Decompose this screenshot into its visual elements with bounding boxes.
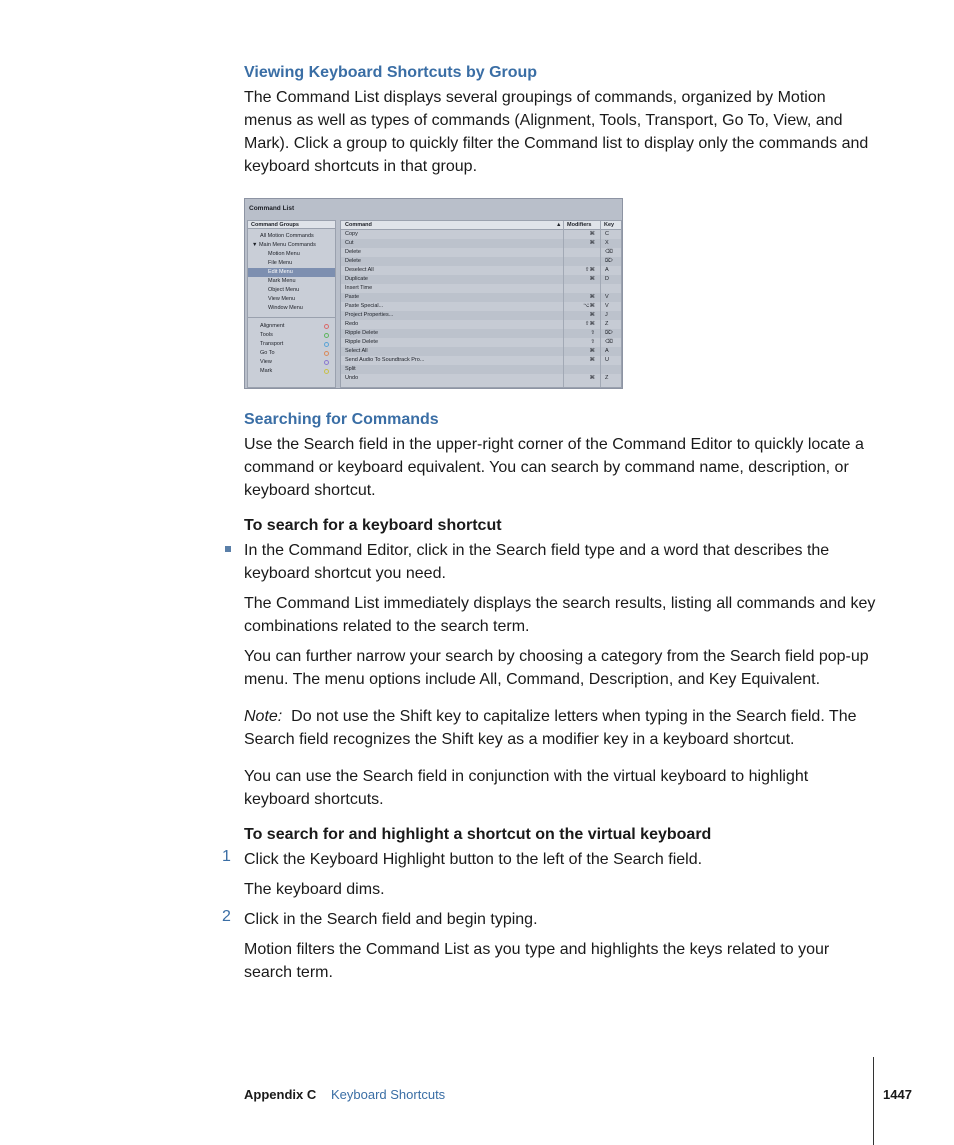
command-row[interactable] (341, 257, 621, 266)
step-number-2: 2 (222, 908, 231, 925)
commands-header (341, 221, 621, 230)
paragraph-search-results: The Command List immediately displays the search results, listing all commands and key combinations related to the search term. (244, 595, 876, 635)
command-name: Undo (345, 375, 359, 381)
command-key: U (605, 357, 609, 363)
column-header-modifiers[interactable]: Modifiers (567, 222, 592, 228)
column-divider (563, 221, 564, 387)
type-group-item[interactable]: Tools (260, 332, 273, 338)
command-row[interactable] (341, 365, 621, 374)
footer-chapter-link[interactable]: Keyboard Shortcuts (331, 1087, 446, 1102)
command-name: Select All (345, 348, 368, 354)
command-modifiers: ⌘ (589, 348, 595, 354)
command-key: Z (605, 375, 609, 381)
type-group-item[interactable]: Alignment (260, 323, 285, 329)
step-2-text: Click in the Search field and begin typing. (244, 911, 538, 928)
command-name: Insert Time (345, 285, 373, 291)
command-group-item[interactable]: Window Menu (268, 305, 303, 311)
command-group-item[interactable]: File Menu (268, 260, 293, 266)
command-modifiers: ⌘ (589, 240, 595, 246)
command-name: Deselect All (345, 267, 374, 273)
command-key: A (605, 348, 609, 354)
paragraph-command-list-groupings: The Command List displays several groupings of commands, organized by Motion menus as well as types of commands (Alignment, Tools, Transport, Go To, View, and Mark). Click a group to quickly filter the Command list to display only the commands and keyboard shortcuts in that group. (244, 89, 869, 175)
command-row[interactable] (341, 338, 621, 347)
command-key: V (605, 294, 609, 300)
command-group-item[interactable]: All Motion Commands (260, 233, 314, 239)
type-group-item[interactable]: Go To (260, 350, 275, 356)
group-color-dot-icon (324, 351, 329, 356)
command-name: Copy (345, 231, 358, 237)
command-key: D (605, 276, 609, 282)
task-title-highlight-shortcut: To search for and highlight a shortcut on the virtual keyboard (244, 826, 712, 843)
bullet-square-icon (225, 546, 231, 552)
command-name: Delete (345, 249, 361, 255)
section-heading-searching: Searching for Commands (244, 411, 439, 428)
command-row[interactable] (341, 284, 621, 293)
command-row[interactable] (341, 230, 621, 239)
groups-separator (248, 317, 335, 318)
command-key: J (605, 312, 608, 318)
command-row[interactable] (341, 275, 621, 284)
step-1-result: The keyboard dims. (244, 881, 385, 898)
footer-divider (873, 1057, 874, 1145)
command-list-screenshot (244, 198, 623, 389)
command-group-item[interactable]: Motion Menu (268, 251, 300, 257)
command-name: Ripple Delete (345, 339, 379, 345)
group-color-dot-icon (324, 369, 329, 374)
command-groups-pane (247, 220, 336, 388)
step-1-text: Click the Keyboard Highlight button to the left of the Search field. (244, 851, 703, 868)
command-name: Split (345, 366, 356, 372)
type-group-item[interactable]: Transport (260, 341, 284, 347)
command-row[interactable] (341, 248, 621, 257)
command-modifiers: ⇧⌘ (584, 267, 595, 273)
command-row[interactable] (341, 293, 621, 302)
command-name: Cut (345, 240, 354, 246)
command-group-item[interactable]: View Menu (268, 296, 296, 302)
command-modifiers: ⌘ (589, 231, 595, 237)
command-modifiers: ⇧⌘ (584, 321, 595, 327)
command-row[interactable] (341, 347, 621, 356)
page-number: 1447 (883, 1087, 912, 1102)
command-key: ⌦ (605, 330, 613, 336)
command-name: Redo (345, 321, 359, 327)
task-title-search-shortcut: To search for a keyboard shortcut (244, 517, 502, 534)
command-key: Z (605, 321, 609, 327)
command-row[interactable] (341, 311, 621, 320)
commands-pane (340, 220, 622, 388)
command-key: C (605, 231, 609, 237)
footer-appendix: Appendix C (244, 1087, 317, 1102)
command-key: X (605, 240, 609, 246)
sort-indicator-icon: ▲ (556, 222, 562, 228)
command-name: Delete (345, 258, 361, 264)
command-key: V (605, 303, 609, 309)
paragraph-virtual-keyboard: You can use the Search field in conjunction with the virtual keyboard to highlight keyboard shortcuts. (244, 768, 809, 808)
command-row[interactable] (341, 320, 621, 329)
command-modifiers: ⇧ (590, 339, 595, 345)
command-name: Project Properties... (345, 312, 394, 318)
command-modifiers: ⌘ (589, 357, 595, 363)
command-modifiers: ⌘ (589, 276, 595, 282)
command-modifiers: ⇧ (590, 330, 595, 336)
command-row[interactable] (341, 266, 621, 275)
command-name: Paste (345, 294, 360, 300)
note-paragraph (244, 705, 876, 751)
command-group-item[interactable]: Mark Menu (268, 278, 296, 284)
step-2-result: Motion filters the Command List as you type and highlights the keys related to your search term. (244, 941, 830, 981)
paragraph-narrow-search: You can further narrow your search by choosing a category from the Search field pop-up menu. The menu options include All, Command, Description, and Key Equivalent. (244, 648, 869, 688)
command-modifiers: ⌘ (589, 294, 595, 300)
command-name: Duplicate (345, 276, 368, 282)
paragraph-search-field: Use the Search field in the upper-right corner of the Command Editor to quickly locate a command or keyboard equivalent. You can search by command name, description, or keyboard shortcut. (244, 436, 864, 499)
command-modifiers: ⌥⌘ (583, 303, 595, 309)
command-modifiers: ⌘ (589, 312, 595, 318)
command-key: ⌫ (605, 249, 613, 255)
column-divider (600, 221, 601, 387)
command-row[interactable] (341, 374, 621, 383)
note-text: Do not use the Shift key to capitalize letters when typing in the Search field. The Search field recognizes the Shift key as a modifier key in a keyboard shortcut. (244, 708, 857, 748)
command-row[interactable] (341, 356, 621, 365)
command-modifiers: ⌘ (589, 375, 595, 381)
group-color-dot-icon (324, 360, 329, 365)
command-group-item[interactable]: Edit Menu (248, 268, 335, 277)
group-color-dot-icon (324, 324, 329, 329)
command-key: ⌫ (605, 339, 613, 345)
command-name: Ripple Delete (345, 330, 379, 336)
group-color-dot-icon (324, 342, 329, 347)
type-group-item[interactable]: Mark (260, 368, 273, 374)
command-row[interactable] (341, 239, 621, 248)
command-key: ⌦ (605, 258, 613, 264)
command-row[interactable] (341, 329, 621, 338)
note-label: Note: (244, 708, 283, 725)
command-groups-header: Command Groups (248, 221, 335, 229)
bullet-search-instruction: In the Command Editor, click in the Search field type and a word that describes the keyboard shortcut you need. (244, 542, 830, 582)
command-group-item[interactable]: Object Menu (268, 287, 300, 293)
command-key: A (605, 267, 609, 273)
column-header-key[interactable]: Key (604, 222, 615, 228)
column-header-command[interactable]: Command (345, 222, 372, 228)
group-color-dot-icon (324, 333, 329, 338)
command-name: Send Audio To Soundtrack Pro... (345, 357, 425, 363)
command-list-title: Command List (249, 205, 295, 212)
type-group-item[interactable]: View (260, 359, 272, 365)
command-group-item[interactable]: ▼ Main Menu Commands (252, 242, 316, 248)
command-row[interactable] (341, 302, 621, 311)
section-heading-viewing: Viewing Keyboard Shortcuts by Group (244, 64, 538, 81)
command-name: Paste Special... (345, 303, 384, 309)
step-number-1: 1 (222, 848, 231, 865)
